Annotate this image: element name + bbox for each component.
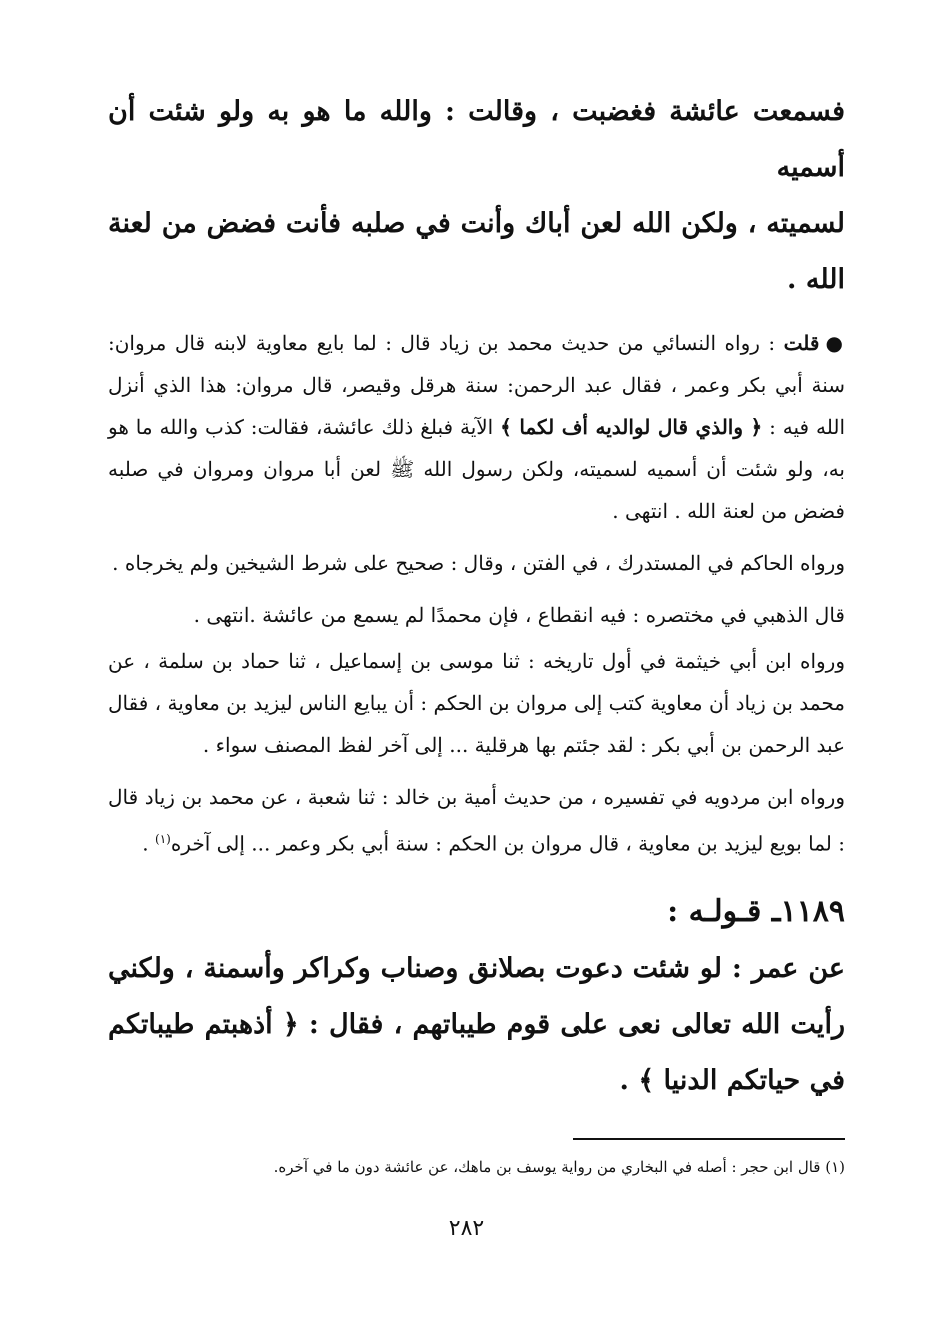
- qultu-label: قلت: [783, 331, 820, 355]
- qultu-text-a: : رواه النسائي من حديث محمد بن زياد قال : لما بايع معاوية لابنه قال مروان: سنة أبي بكر وعمر ، فقال عبد الرحمن: سنة هرقل وقيصر، قال مروان: هذا الذي أنزل الله فيه :: [108, 331, 846, 439]
- opening-line-2: لسميته ، ولكن الله لعن أباك وأنت في صلبه فأنت فضض من لعنة الله .: [108, 208, 845, 295]
- mardawayh-text: ورواه ابن مردويه في تفسيره ، من حديث أمية بن خالد : ثنا شعبة ، عن محمد بن زياد قال : لما بويع ليزيد بن معاوية ، قال مروان بن الحكم : سنة أبي بكر وعمر ... إلى آخره: [108, 785, 845, 856]
- quran-verse-1: ﴿ والذي قال لوالديه أف لكما ﴾: [500, 415, 763, 439]
- quote-text: عن عمر : لو شئت دعوت بصلانق وصناب وكراكر وأسمنة ، ولكني رأيت الله تعالى نعى على قوم طيباتهم ، فقال :: [108, 952, 845, 1040]
- page-number: ٢٨٢: [448, 1216, 485, 1241]
- qultu-text-b: الآية فبلغ ذلك عائشة، فقالت: كذب والله ما هو به، ولو شئت أن أسميه لسميته، ولكن رسول الله ﷺ لعن أبا مروان ومروان في صلبه فضض من لعنة الله . انتهى .: [108, 415, 845, 523]
- quote-end: .: [619, 1064, 639, 1096]
- quran-verse-2: ﴿ أذهبتم طيباتكم في حياتكم الدنيا ﴾: [108, 1008, 845, 1096]
- section-heading: ١١٨٩ـ قـولـه :: [667, 893, 845, 929]
- hadith-quote: [108, 941, 845, 1109]
- paragraph-khaythama: ورواه ابن أبي خيثمة في أول تاريخه : ثنا موسى بن إسماعيل ، ثنا حماد بن سلمة ، عن محمد بن زياد أن معاوية كتب إلى مروان بن الحكم : أن يبايع الناس ليزيد بن معاوية ، فقال عبد الرحمن بن أبي بكر : لقد جئتم بها هرقلية ... إلى آخر لفظ المصنف سواء .: [108, 649, 845, 757]
- main-text: [108, 84, 845, 1109]
- paragraph-qultu: [108, 322, 845, 532]
- paragraph-hakim: ورواه الحاكم في المستدرك ، في الفتن ، وقال : صحيح على شرط الشيخين ولم يخرجاه .: [112, 551, 845, 575]
- bullet-icon: ●: [825, 331, 846, 355]
- opening-line-1: فسمعت عائشة فغضبت ، وقالت : والله ما هو به ولو شئت أن أسميه: [108, 96, 845, 183]
- mardawayh-end: .: [142, 831, 155, 856]
- paragraph-dhahabi: قال الذهبي في مختصره : فيه انقطاع ، فإن محمدًا لم يسمع من عائشة .انتهى .: [193, 603, 845, 627]
- paragraph-mardawayh: [108, 776, 845, 865]
- footnote-marker: (١): [155, 832, 171, 846]
- footnote: (١) قال ابن حجر : أصله في البخاري من رواية يوسف بن ماهك، عن عائشة دون ما في آخره.: [273, 1158, 845, 1176]
- footnote-divider: [573, 1138, 845, 1140]
